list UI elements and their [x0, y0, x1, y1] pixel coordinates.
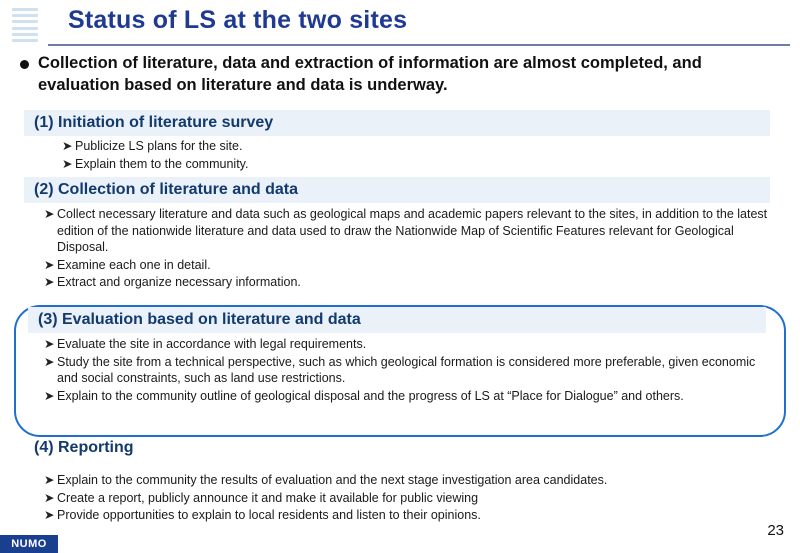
- list-item-text: Study the site from a technical perspective, such as which geological formation is considered more preferable, given economic and social constraints, such as land use restrictions.: [57, 354, 756, 385]
- arrow-bullet-icon: ➤: [44, 508, 55, 522]
- list-item: [44, 257, 774, 274]
- list-item-text: Explain to the community the results of evaluation and the next stage investigation area candidates.: [57, 473, 608, 487]
- list-item-text: Explain to the community outline of geological disposal and the progress of LS at “Place for Dialogue” and others.: [57, 388, 684, 403]
- lead-bullet-text: Collection of literature, data and extraction of information are almost completed, and evaluation based on literature and data is underway.: [38, 54, 702, 95]
- list-item: [44, 507, 774, 524]
- section-heading-1: [24, 110, 770, 136]
- list-item-text: Collect necessary literature and data such as geological maps and academic papers relevant to the sites, in addition to the latest edition of the nationwide literature and data used to draw the Nationwide Map of Scientific Features relevant for Geological Disposal.: [57, 207, 768, 254]
- section-heading-3: [28, 307, 766, 333]
- list-item: [62, 156, 762, 173]
- page-number: 23: [767, 522, 784, 539]
- section-4-bullets: [44, 472, 774, 525]
- list-item: [44, 354, 774, 387]
- arrow-bullet-icon: ➤: [44, 473, 55, 487]
- slide-header: [0, 0, 800, 46]
- list-item-text: Explain them to the community.: [75, 156, 249, 171]
- arrow-bullet-icon: ➤: [44, 388, 55, 403]
- arrow-bullet-icon: ➤: [44, 275, 55, 289]
- arrow-bullet-icon: ➤: [44, 490, 55, 505]
- arrow-bullet-icon: ➤: [44, 257, 55, 272]
- section-heading-2: [24, 177, 770, 203]
- section-heading-1-label: (1) Initiation of literature survey: [34, 114, 274, 131]
- arrow-bullet-icon: ➤: [44, 337, 55, 351]
- numo-logo: NUMO: [0, 535, 58, 553]
- section-heading-2-label: (2) Collection of literature and data: [34, 181, 299, 198]
- section-1-bullets: [62, 138, 762, 173]
- list-item: [44, 388, 774, 405]
- list-item-text: Provide opportunities to explain to local residents and listen to their opinions.: [57, 508, 481, 522]
- list-item: [62, 138, 762, 155]
- list-item-text: Publicize LS plans for the site.: [75, 139, 243, 153]
- arrow-bullet-icon: ➤: [44, 207, 55, 221]
- list-item: [44, 206, 774, 256]
- list-item-text: Examine each one in detail.: [57, 257, 211, 272]
- page-title: Status of LS at the two sites: [68, 6, 408, 34]
- section-2-bullets: [44, 206, 774, 292]
- section-heading-4: [24, 435, 770, 461]
- section-3-bullets: [44, 336, 774, 405]
- arrow-bullet-icon: ➤: [44, 354, 55, 369]
- list-item-text: Create a report, publicly announce it and make it available for public viewing: [57, 490, 479, 505]
- stacked-bars-icon: [12, 8, 38, 42]
- arrow-bullet-icon: ➤: [62, 139, 73, 153]
- list-item: [44, 336, 774, 353]
- list-item-text: Evaluate the site in accordance with legal requirements.: [57, 337, 367, 351]
- title-divider: [48, 44, 790, 46]
- list-item: [44, 490, 774, 507]
- list-item: [44, 472, 774, 489]
- list-item: [44, 274, 774, 291]
- list-item-text: Extract and organize necessary information.: [57, 275, 301, 289]
- arrow-bullet-icon: ➤: [62, 156, 73, 171]
- bullet-dot-icon: [20, 60, 29, 69]
- lead-bullet: [20, 52, 780, 97]
- section-heading-4-label: (4) Reporting: [34, 439, 134, 456]
- section-heading-3-label: (3) Evaluation based on literature and data: [38, 311, 361, 328]
